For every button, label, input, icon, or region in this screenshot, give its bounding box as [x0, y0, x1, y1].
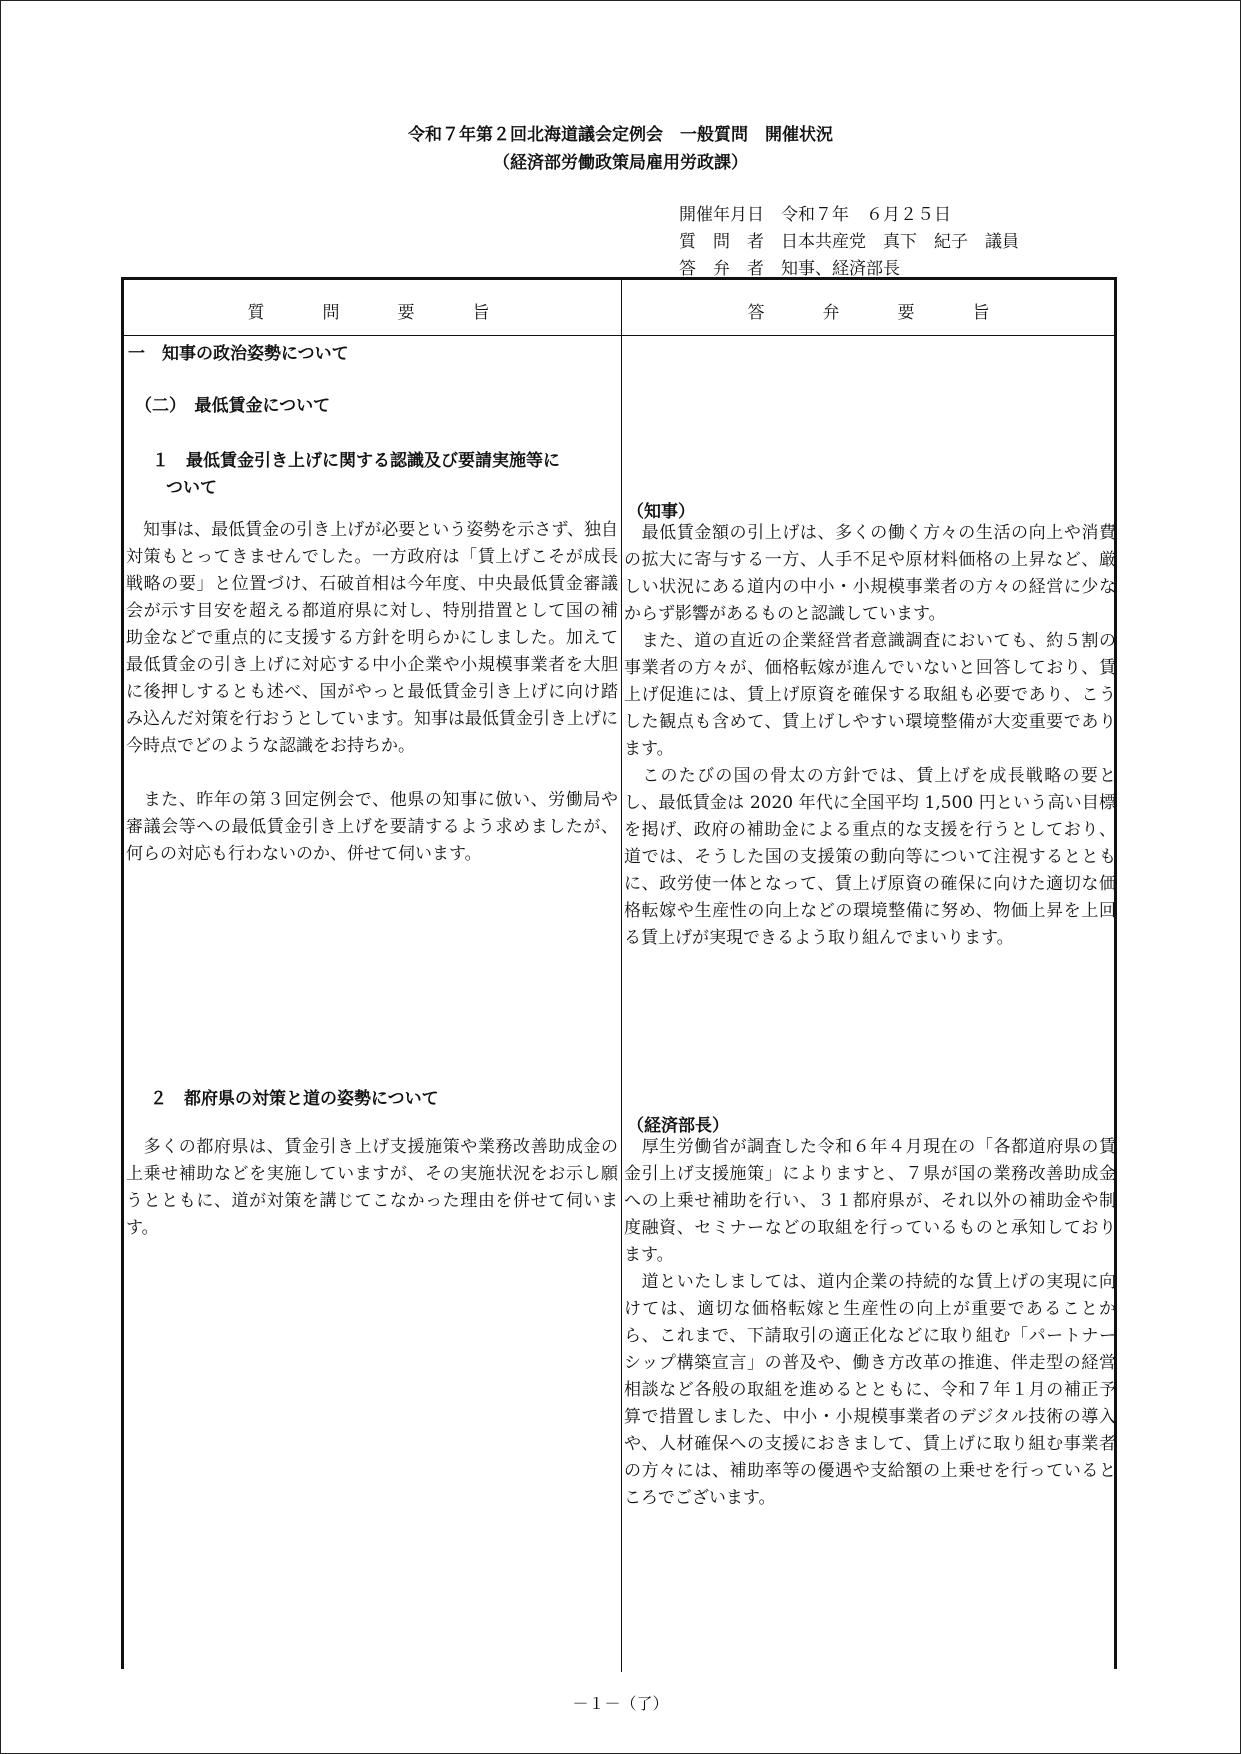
- section-heading-1: 一 知事の政治姿勢について: [128, 344, 349, 364]
- answer-1-paragraph-2: また、道の直近の企業経営者意識調査においても、約５割の事業者の方々が、価格転嫁が進んでいないと回答しており、賃上げ促進には、賃上げ原資を確保する取組も必要であり、こうした観点も含めて、賃上げしやすい環境整備が大変重要であります。: [624, 631, 1116, 759]
- answer-1-paragraph-3: このたびの国の骨太の方針では、賃上げを成長戦略の要とし、最低賃金は 2020 年代に全国平均 1,500 円という高い目標を掲げ、政府の補助金による重点的な支援を行うとしており、道では、そうした国の支援策の動向等について注視するとともに、政労使一体となって、賃上げ原資の確保に向けた適切な価格転嫁や生産性の向上などの環境整備に努め、物価上昇を上回る賃上げが実現できるよう取り組んでまいります。: [624, 766, 1116, 948]
- answer-1-speaker: （知事）: [627, 502, 695, 522]
- question-column-header: 質問要旨: [247, 303, 548, 323]
- answer-2-speaker: （経済部長）: [627, 1116, 729, 1136]
- column-divider: [621, 280, 622, 1672]
- section-heading-2: （二） 最低賃金について: [135, 396, 331, 416]
- answer-column-header: 答弁要旨: [747, 303, 1048, 323]
- item-heading-1-line2: ついて: [166, 478, 217, 498]
- page-number: －１－（了）: [572, 1694, 669, 1713]
- questioner-line: 質 問 者 日本共産党 真下 紀子 議員: [679, 232, 1019, 252]
- answer-2-paragraph-2: 道といたしましては、道内企業の持続的な賃上げの実現に向けては、適切な価格転嫁と生産性の向上が重要であることから、これまで、下請取引の適正化などに取り組む「パートナーシップ構築宣言」の普及や、働き方改革の推進、伴走型の経営相談など各般の取組を進めるとともに、令和７年１月の補正予算で措置しました、中小・小規模事業者のデジタル技術の導入や、人材確保への支援におきまして、賃上げに取り組む事業者の方々には、補助率等の優遇や支給額の上乗せを行っているところでございます。: [624, 1272, 1116, 1508]
- question-1-paragraph-2: また、昨年の第３回定例会で、他県の知事に倣い、労働局や審議会等への最低賃金引き上げを要請するよう求めましたが、何らの対応も行わないのか、併せて伺います。: [126, 790, 618, 864]
- answer-2-paragraph-1: 厚生労働省が調査した令和６年４月現在の「各都道府県の賃金引上げ支援施策」によりますと、７県が国の業務改善助成金への上乗せ補助を行い、３１都府県が、それ以外の補助金や制度融資、セミナーなどの取組を行っているものと承知しております。: [624, 1137, 1116, 1265]
- answer-1-paragraph-1: 最低賃金額の引上げは、多くの働く方々の生活の向上や消費の拡大に寄与する一方、人手不足や原材料価格の上昇など、厳しい状況にある道内の中小・小規模事業者の方々の経営に少なからず影響があるものと認識しています。: [624, 523, 1116, 624]
- date-line: 開催年月日 令和７年 ６月２５日: [679, 205, 951, 225]
- question-2-paragraph: 多くの都府県は、賃金引き上げ支援施策や業務改善助成金の上乗せ補助などを実施していますが、その実施状況をお示し願うとともに、道が対策を講じてこなかった理由を併せて伺います。: [126, 1137, 618, 1238]
- item-heading-2: ２ 都府県の対策と道の姿勢について: [150, 1089, 439, 1109]
- item-heading-1-line1: １ 最低賃金引き上げに関する認識及び要請実施等に: [152, 451, 560, 471]
- document-title: 令和７年第２回北海道議会定例会 一般質問 開催状況: [408, 125, 833, 145]
- document-subtitle: （経済部労働政策局雇用労政課）: [493, 153, 748, 173]
- responder-line: 答 弁 者 知事、経済部長: [679, 259, 900, 279]
- header-rule: [124, 335, 1114, 336]
- question-1-paragraph-1: 知事は、最低賃金の引き上げが必要という姿勢を示さず、独自対策もとってきませんでした。一方政府は「賃上げこそが成長戦略の要」と位置づけ、石破首相は今年度、中央最低賃金審議会が示す目安を超える都道府県に対し、特別措置として国の補助金などで重点的に支援する方針を明らかにしました。加えて最低賃金の引き上げに対応する中小企業や小規模事業者を大胆に後押しするとも述べ、国がやっと最低賃金引き上げに向け踏み込んだ対策を行おうとしています。知事は最低賃金引き上げに今時点でどのような認識をお持ちか。: [126, 520, 618, 756]
